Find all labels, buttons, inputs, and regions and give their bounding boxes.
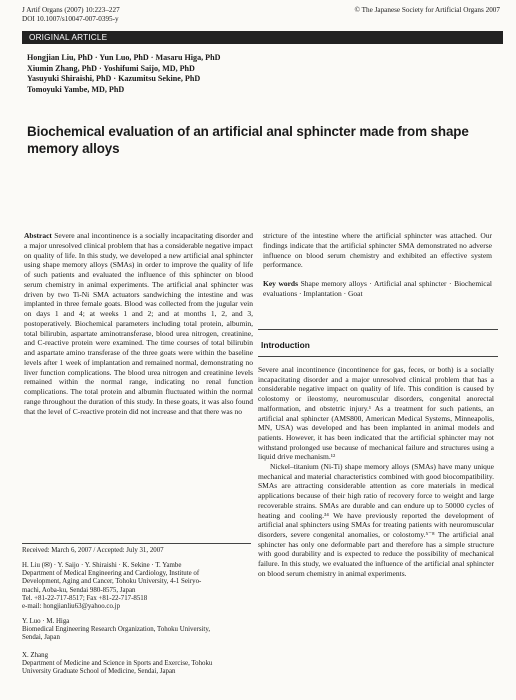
- affiliation-line: University Graduate School of Medicine, Sendai, Japan: [22, 668, 176, 676]
- introduction-paragraph: Nickel–titanium (Ni-Ti) shape memory alloys (SMAs) have many unique mechanical and material characteristics combined with good biocompatibility. SMAs are attracting considerable attention as core materials in medical applications because of their high ratio of recovery force to weight and large recoverable strains. SMAs are durable and can endure up to 50000 cycles of heating and cooling.³⁴ We have previously reported the development of artificial anal sphincters using SMAs for treating patients with neuromuscular disorders, severe congenital anomalies, or colostomy.⁵⁻⁸ The artificial anal sphincter has only one deformable part and therefore has a simple structure with good durability and is expected to reduce the possibility of mechanical failure. In this study, we evaluated the influence of the artificial anal sphincter on blood serum chemistry in animal experiments.: [258, 462, 494, 578]
- footnote-rule: [22, 543, 251, 544]
- section-rule-top: [258, 329, 498, 330]
- affiliation-line: H. Liu (✉) · Y. Saijo · Y. Shiraishi · K. Sekine · T. Yambe: [22, 562, 182, 569]
- affiliation-block: [22, 618, 254, 643]
- society-copyright: © The Japanese Society for Artificial Organs 2007: [354, 6, 500, 14]
- journal-citation: J Artif Organs (2007) 10:223–227: [22, 6, 120, 14]
- affiliation-block: [22, 652, 254, 677]
- affiliation-line: Tel. +81-22-717-8517; Fax +81-22-717-8518: [22, 594, 148, 602]
- affiliation-block: [22, 562, 254, 611]
- author-list: [27, 53, 220, 95]
- abstract-text: Severe anal incontinence is a socially incapacitating disorder and a major unresolved clinical problem that has a considerable negative impact on quality of life. In this study, we developed a new artificial anal sphincter using shape memory alloys (SMAs) in order to improve the quality of life of such patients and evaluated the influence of this sphincter on blood serum chemistry in animal experiments. The artificial anal sphincter was driven by two Ti-Ni SMA actuators sandwiching the intestine and was implanted in three female goats. Blood was collected from the jugular vein on days 1 and 4; at weeks 1 and 2; and at months 1, 2, and 3, postoperatively. Biochemical parameters including total protein, albumin, total bilirubin, aspartate aminotransferase, blood urea nitrogen, creatinine, and C-reactive protein were examined. The time courses of total bilirubin and aspartate amino transferase of the three goats were within the baseline levels after 1 week of implantation and remained normal, demonstrating no liver function complications. The blood urea nitrogen and creatinine levels remained within the normal range, indicating no renal function complications. The total protein and albumin fluctuated within the normal range throughout the duration of this study. In these goats, it was also found that the level of C-reactive protein did not increase and that there was no: [24, 231, 254, 416]
- affiliation-line: Department of Medical Engineering and Cardiology, Institute of: [22, 570, 200, 578]
- author-line: Yasuyuki Shiraishi, PhD · Kazumitsu Sekine, PhD: [27, 74, 201, 84]
- article-type-banner: ORIGINAL ARTICLE: [22, 31, 503, 44]
- article-title: Biochemical evaluation of an artificial anal sphincter made from shape memory alloys: [27, 124, 469, 156]
- author-line: Hongjian Liu, PhD · Yun Luo, PhD · Masaru Higa, PhD: [27, 53, 221, 62]
- affiliation-line: Sendai, Japan: [22, 634, 60, 642]
- section-rule-bottom: [258, 356, 498, 357]
- abstract-block: [24, 231, 253, 416]
- abstract-label: Abstract: [24, 231, 52, 240]
- received-dates: Received: March 6, 2007 / Accepted: July 31, 2007: [22, 547, 164, 554]
- affiliation-line: X. Zhang: [22, 652, 49, 659]
- keywords-text: Shape memory alloys · Artificial anal sphincter · Biochemical evaluations · Implantation · Goat: [263, 279, 492, 298]
- affiliation-line: Development, Aging and Cancer, Tohoku University, 4-1 Seiryo-: [22, 578, 202, 586]
- journal-header: [22, 6, 120, 23]
- introduction-heading: Introduction: [261, 340, 310, 350]
- abstract-continuation-block: [263, 231, 492, 299]
- author-line: Xiumin Zhang, PhD · Yoshifumi Saijo, MD, PhD: [27, 63, 195, 73]
- affiliation-line: Y. Luo · M. Higa: [22, 618, 70, 625]
- doi-line: DOI 10.1007/s10047-007-0395-y: [22, 14, 119, 23]
- abstract-continuation: stricture of the intestine where the artificial sphincter was attached. Our findings indicate that the artificial sphincter SMA demonstrated no adverse influence on blood serum chemistry and exhibited an effective system performance.: [263, 231, 492, 270]
- affiliation-email: e-mail: hongjianliu63@yahoo.co.jp: [22, 603, 121, 611]
- affiliation-line: machi, Aoba-ku, Sendai 980-8575, Japan: [22, 586, 136, 594]
- affiliation-line: Biomedical Engineering Research Organization, Tohoku University,: [22, 626, 211, 634]
- affiliation-line: Department of Medicine and Science in Sports and Exercise, Tohoku: [22, 660, 213, 668]
- author-line: Tomoyuki Yambe, MD, PhD: [27, 84, 125, 94]
- introduction-paragraph: Severe anal incontinence (incontinence for gas, feces, or both) is a socially incapacitating disorder and a major unresolved clinical problem that has a considerable negative impact on quality of life. This condition is caused by colostomy or ileostomy, neuromuscular disorders, congenital anorectal malformation, and obstetric injury.¹ As a treatment for such patients, an artificial anal sphincter (AMS800, American Medical Systems, Minneapolis, MN, USA) was developed and has been implanted in animal models and patients. However, it has been indicated that the artificial sphincter may not withstand prolonged use because of mechanical failure and structures using a liquid drive mechanism.¹²: [258, 365, 494, 462]
- introduction-body: [258, 365, 494, 578]
- keywords-label: Key words: [263, 279, 299, 288]
